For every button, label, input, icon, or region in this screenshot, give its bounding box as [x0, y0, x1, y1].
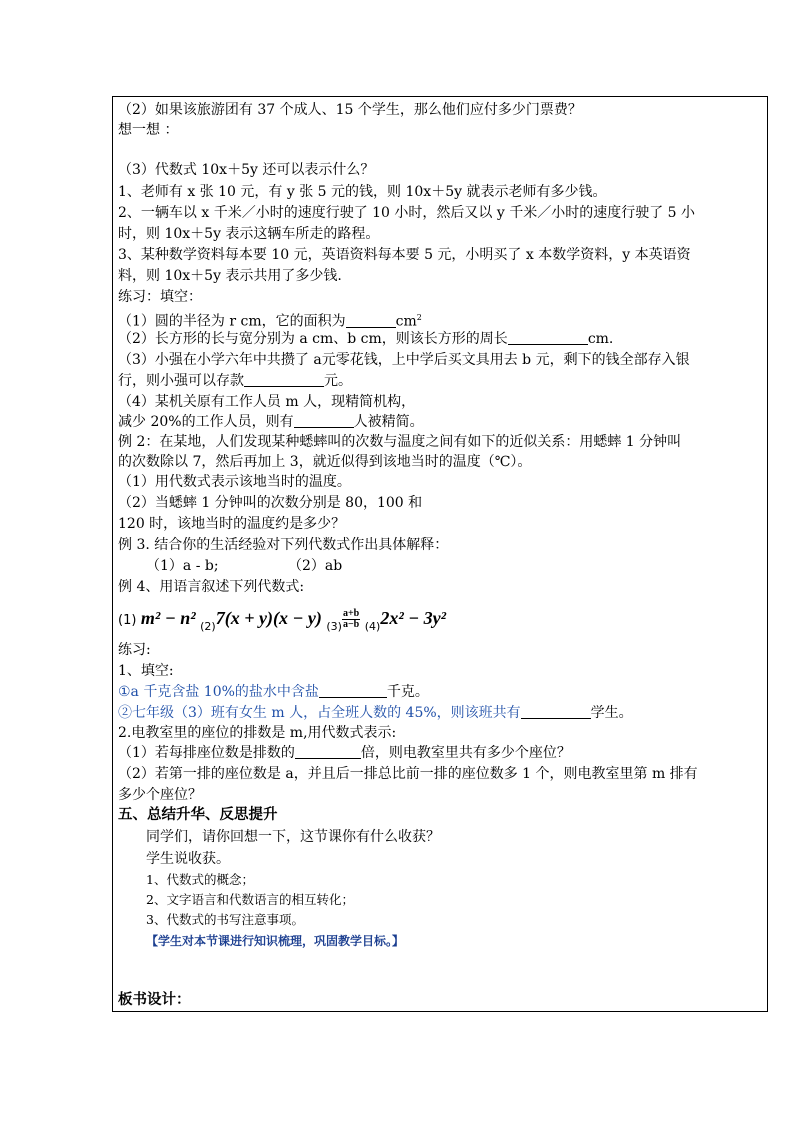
expr-4: 2x² − 3y²	[380, 608, 447, 628]
example-2-q1: （1）用代数式表示该地当时的温度。	[118, 474, 351, 490]
answer-blank[interactable]	[295, 744, 361, 759]
question-3: （3）代数式 10x＋5y 还可以表示什么？	[118, 162, 375, 178]
fill-blank-2	[118, 704, 633, 722]
example-3-item-2: （2）ab	[288, 558, 343, 574]
expr-label-2: (2)	[200, 620, 216, 633]
fill-blank-1-unit: 千克。	[386, 684, 429, 700]
practice-heading: 练习:	[118, 642, 151, 658]
summary-student: 学生说收获。	[146, 851, 230, 867]
expr-2: 7(x + y)(x − y)	[215, 608, 322, 628]
classroom-q1-text: （1）若每排座位数是排数的	[118, 745, 295, 761]
fill-blank-1-text: ①a 千克含盐 10%的盐水中含盐	[118, 684, 319, 700]
exercise-heading: 练习：填空：	[118, 289, 202, 305]
interpretation-2-cont: 时，则 10x＋5y 表示这辆车所走的路程。	[118, 226, 380, 242]
exercise-4-unit: 人被精简。	[353, 414, 424, 430]
summary-prompt: 同学们，请你回想一下，这节课你有什么收获？	[146, 829, 440, 845]
exercise-4-text: 减少 20%的工作人员，则有	[118, 414, 294, 430]
exercise-2	[118, 330, 613, 348]
fill-blank-2-text: ②七年级（3）班有女生 m 人，占全班人数的 45%，则该班共有	[118, 705, 521, 721]
interpretation-3: 3、某种数学资料每本要 10 元，英语资料每本要 5 元，小明买了 x 本数学资料，y 本英语资	[118, 247, 691, 263]
exercise-3-cont	[118, 372, 352, 390]
exercise-1	[118, 309, 422, 331]
classroom-q2-cont: 多少个座位？	[118, 787, 202, 803]
expr-label-3: (3)	[326, 620, 342, 633]
answer-blank[interactable]	[294, 413, 354, 428]
example-2: 例 2：在某地，人们发现某种蟋蟀叫的次数与温度之间有如下的近似关系：用蟋蟀 1 分钟叫	[118, 434, 682, 450]
classroom-q2: （2）若第一排的座位数是 a，并且后一排总比前一排的座位数多 1 个，则电教室里第 m 排有	[118, 766, 698, 782]
exercise-4: （4）某机关原有工作人员 m 人，现精简机构，	[118, 394, 416, 410]
interpretation-2: 2、一辆车以 x 千米／小时的速度行驶了 10 小时，然后又以 y 千米／小时的速度行驶了 5 小	[118, 205, 696, 221]
fill-blank-1	[118, 683, 429, 701]
classroom-q1-rest: 倍，则电教室里共有多少个座位？	[360, 745, 571, 761]
expr-3-denominator: a−b	[342, 619, 360, 631]
board-design-heading: 板书设计：	[118, 992, 191, 1008]
exercise-3-text: 行，则小强可以存款	[118, 373, 244, 389]
teaching-note: 【学生对本节课进行知识梳理，巩固教学目标。】	[146, 934, 405, 948]
exercise-3-unit: 元。	[324, 373, 352, 389]
summary-point-3: 3、代数式的书写注意事项。	[146, 912, 304, 927]
answer-blank[interactable]	[346, 313, 396, 328]
section-summary-heading: 五、总结升华、反思提升	[118, 807, 278, 823]
classroom-question: 2.电教室里的座位的排数是 m,用代数式表示:	[118, 725, 397, 741]
exercise-1-text: （1）圆的半径为 r cm，它的面积为	[118, 313, 346, 330]
expr-3-numerator: a+b	[342, 608, 360, 620]
fill-blank-heading: 1、填空:	[118, 663, 174, 679]
question-2: （2）如果该旅游团有 37 个成人、15 个学生，那么他们应付多少门票费？	[118, 102, 582, 118]
example-2-q2-cont: 120 时，该地当时的温度约是多少？	[118, 516, 346, 532]
expression-row	[118, 600, 446, 645]
answer-blank[interactable]	[521, 704, 591, 719]
interpretation-3-cont: 料，则 10x＋5y 表示共用了多少钱.	[118, 268, 342, 284]
summary-point-1: 1、代数式的概念；	[146, 872, 254, 887]
exercise-2-text: （2）长方形的长与宽分别为 a cm、b cm，则该长方形的周长	[118, 331, 508, 347]
classroom-q1	[118, 744, 571, 762]
example-4: 例 4、用语言叙述下列代数式:	[118, 579, 305, 595]
expr-label-4: (4)	[364, 620, 381, 633]
answer-blank[interactable]	[319, 683, 387, 698]
think-heading: 想一想 ：	[118, 122, 179, 138]
exercise-3: （3）小强在小学六年中共攒了 a元零花钱，上中学后买文具用去 b 元，剩下的钱全部存入银	[118, 352, 690, 368]
expr-3-fraction	[342, 609, 360, 630]
answer-blank[interactable]	[244, 372, 324, 387]
exercise-1-unit-exp: 2	[416, 313, 422, 322]
answer-blank[interactable]	[508, 330, 588, 345]
example-3-item-1: （1）a - b;	[146, 558, 219, 574]
example-2-q2: （2）当蟋蟀 1 分钟叫的次数分别是 80，100 和	[118, 495, 423, 511]
example-2-cont: 的次数除以 7，然后再加上 3，就近似得到该地当时的温度（℃）。	[118, 454, 532, 470]
example-3: 例 3. 结合你的生活经验对下列代数式作出具体解释：	[118, 537, 449, 553]
expr-label-1: (1)	[118, 613, 137, 628]
interpretation-1: 1、老师有 x 张 10 元，有 y 张 5 元的钱，则 10x＋5y 就表示老师有多少钱。	[118, 184, 607, 200]
exercise-1-unit: cm	[395, 313, 417, 330]
fill-blank-2-unit: 学生。	[590, 705, 633, 721]
summary-point-2: 2、文字语言和代数语言的相互转化；	[146, 892, 354, 907]
exercise-4-cont	[118, 413, 424, 431]
exercise-2-unit: cm.	[587, 331, 614, 347]
expr-1: m² − n²	[140, 608, 196, 628]
